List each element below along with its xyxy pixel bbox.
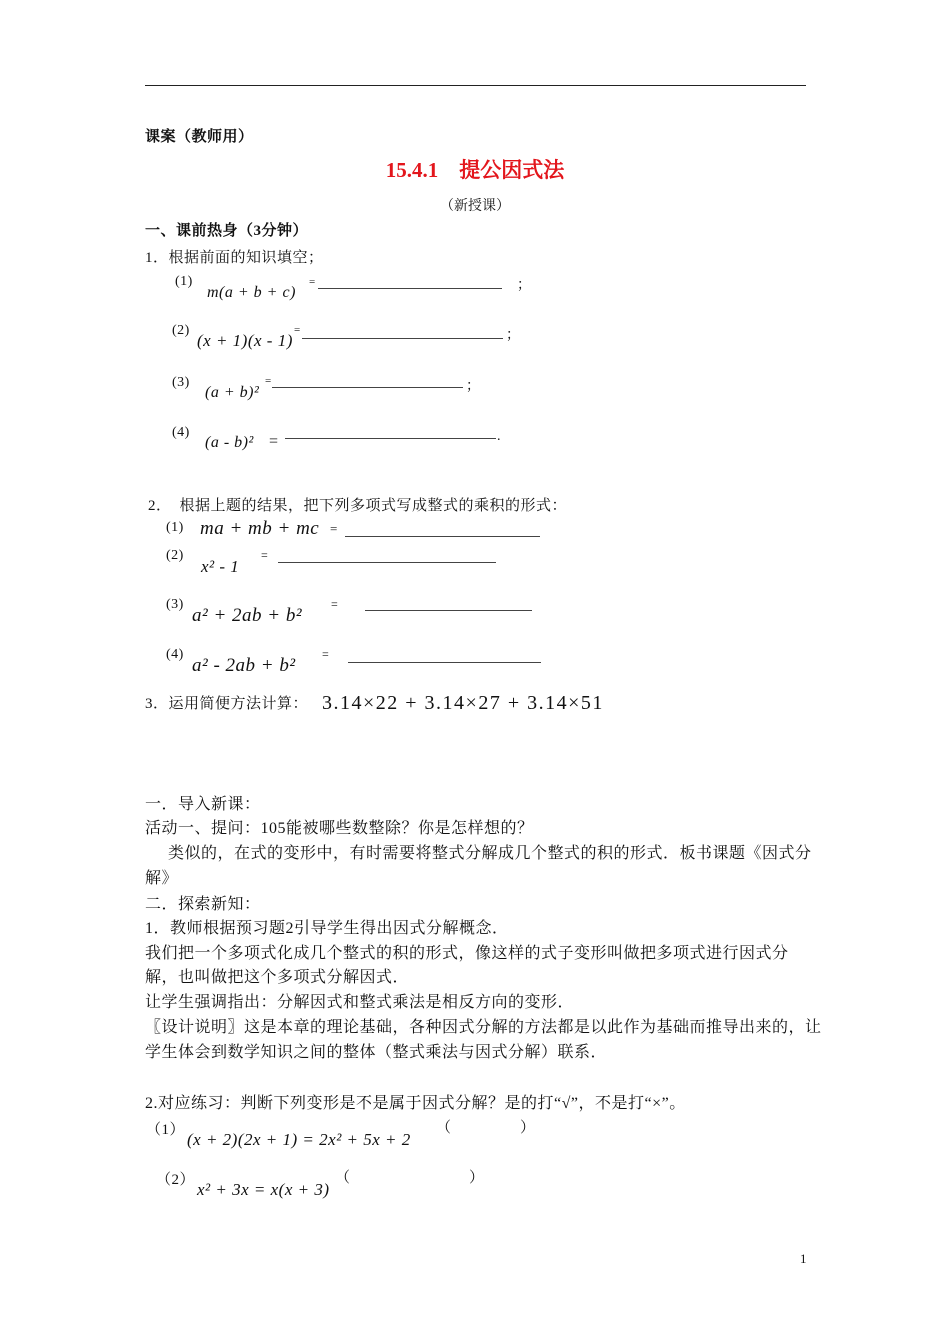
intro-paragraph-line: 解》 <box>145 870 179 887</box>
answer-blank <box>318 288 502 289</box>
intro-paragraph-line: 类似的，在式的变形中，有时需要将整式分解成几个整式的积的形式．板书课题《因式分 <box>168 845 812 862</box>
practice-prompt: 2.对应练习：判断下列变形是不是属于因式分解？是的打“√”，不是打“×”。 <box>145 1095 686 1112</box>
end-punctuation: ； <box>517 278 532 293</box>
page-number: 1 <box>800 1251 807 1266</box>
equals-sign: = <box>265 375 272 387</box>
emphasis-line: 让学生强调指出：分解因式和整式乘法是相反方向的变形． <box>145 994 575 1011</box>
explore-heading: 二．探索新知： <box>145 896 261 913</box>
q1-item-number: (1) <box>175 274 193 289</box>
equals-sign: = <box>309 276 316 288</box>
q1-item-number: (2) <box>172 323 190 338</box>
equals-sign: = <box>294 324 301 336</box>
q2-prompt: 2． 根据上题的结果，把下列多项式写成整式的乘积的形式： <box>148 498 568 514</box>
answer-blank <box>302 338 503 339</box>
end-punctuation: . <box>497 429 501 444</box>
practice-item-number: （2） <box>156 1172 196 1188</box>
answer-bracket-open: （ <box>436 1120 452 1136</box>
q3-expression: 3.14×22 + 3.14×27 + 3.14×51 <box>322 692 604 714</box>
intro-heading: 一．导入新课： <box>145 796 261 813</box>
q1-item-expression: (a + b)² <box>205 384 260 401</box>
design-note-line: 学生体会到数学知识之间的整体（整式乘法与因式分解）联系． <box>145 1044 608 1061</box>
answer-blank <box>348 662 541 663</box>
answer-blank <box>285 438 496 439</box>
q2-item-number: (4) <box>166 647 184 662</box>
q2-item-number: (3) <box>166 597 184 612</box>
q2-item-number: (2) <box>166 548 184 563</box>
q1-item-expression: (x + 1)(x - 1) <box>197 331 293 350</box>
page-subtitle: （新授课） <box>440 199 510 214</box>
q3-prompt: 3．运用简便方法计算： <box>145 696 309 712</box>
q2-item-expression: a² + 2ab + b² <box>192 605 303 626</box>
q1-item-expression: (a - b)² <box>205 434 254 451</box>
equals-sign: = <box>261 548 269 562</box>
end-punctuation: ； <box>506 328 521 343</box>
q1-item-number: (4) <box>172 425 190 440</box>
equals-sign: = <box>322 647 330 661</box>
q2-item-expression: a² - 2ab + b² <box>192 655 296 676</box>
answer-blank <box>272 387 463 388</box>
q1-item-number: (3) <box>172 375 190 390</box>
answer-bracket-close: ） <box>469 1170 485 1186</box>
practice-item-expression: (x + 2)(2x + 1) = 2x² + 5x + 2 <box>187 1130 411 1149</box>
q1-prompt: 1．根据前面的知识填空； <box>145 250 324 266</box>
q2-item-number: (1) <box>166 520 184 535</box>
answer-blank <box>345 536 540 537</box>
design-note-line: 〖设计说明〗这是本章的理论基础，各种因式分解的方法都是以此作为基础而推导出来的，让 <box>145 1019 822 1036</box>
q2-item-expression: x² - 1 <box>201 557 240 576</box>
equals-sign: = <box>330 521 338 536</box>
definition-line: 解，也叫做把这个多项式分解因式． <box>145 969 410 986</box>
q1-item-expression: m(a + b + c) <box>207 284 296 301</box>
header-label: 课案（教师用） <box>145 129 254 145</box>
end-punctuation: ； <box>466 379 481 394</box>
practice-item-number: （1） <box>146 1122 186 1138</box>
answer-blank <box>365 610 532 611</box>
warmup-heading: 一、课前热身（3分钟） <box>145 223 309 239</box>
q2-item-expression: ma + mb + mc <box>200 518 320 539</box>
equals-sign: = <box>331 597 339 611</box>
equals-sign: = <box>269 433 279 450</box>
explore-point: 1．教师根据预习题2引导学生得出因式分解概念． <box>145 920 509 937</box>
definition-line: 我们把一个多项式化成几个整式的积的形式，像这样的式子变形叫做把多项式进行因式分 <box>145 945 789 962</box>
intro-activity: 活动一、提问：105能被哪些数整除？你是怎样想的？ <box>145 820 534 837</box>
practice-item-expression: x² + 3x = x(x + 3) <box>197 1180 330 1199</box>
answer-bracket-open: （ <box>335 1170 351 1186</box>
header-rule <box>145 85 806 86</box>
page-title: 15.4.1 提公因式法 <box>385 158 565 182</box>
answer-blank <box>278 562 496 563</box>
answer-bracket-close: ） <box>520 1120 536 1136</box>
